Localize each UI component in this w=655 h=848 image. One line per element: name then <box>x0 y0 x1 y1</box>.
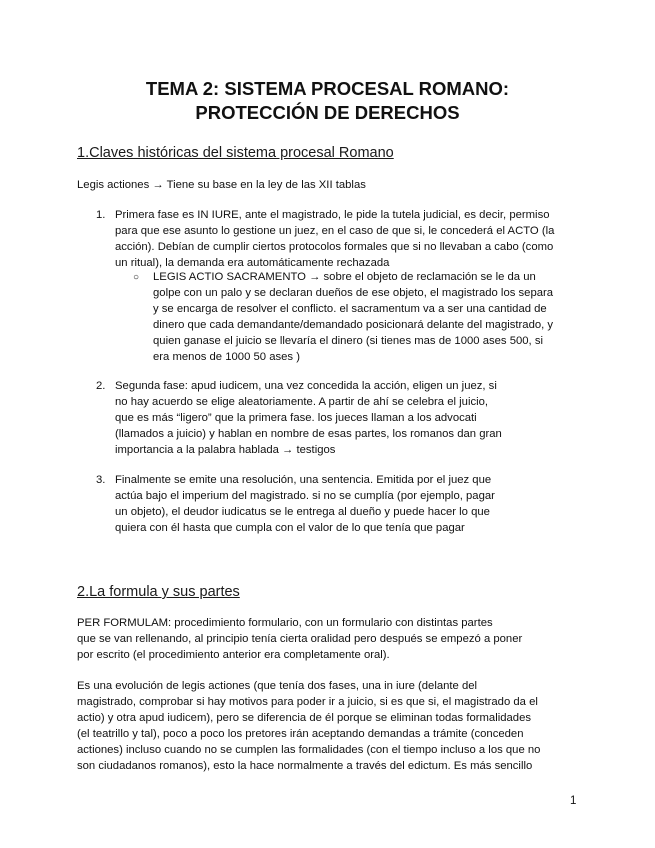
text-line: son ciudadanos romanos), esto la hace normalmente a través del edictum. Es más sencillo <box>77 759 533 772</box>
text-line: actiones) incluso cuando no se cumplen las formalidades (con el tiempo incluso a los que no <box>77 743 541 756</box>
text-line: (llamados a juicio) y hablan en nombre de esas partes, los romanos dan gran <box>115 427 502 440</box>
text-line: LEGIS ACTIO SACRAMENTO → sobre el objeto de reclamación se le da un <box>153 271 536 283</box>
text-line: importancia a la palabra hablada → testigos <box>115 443 336 456</box>
text-line: quiera con él hasta que cumpla con el valor de lo que tenía que pagar <box>115 521 465 534</box>
circle-bullet-icon: ○ <box>133 272 140 283</box>
text-line: golpe con un palo y se declaran dueños de ese objeto, el magistrado los separa <box>153 286 554 299</box>
text-line: dinero que cada demandante/demandado posicionará delante del magistrado, y <box>153 318 554 331</box>
list-number: 2. <box>96 380 106 392</box>
text-line: que se van rellenando, al principio tenía cierta oralidad pero después se empezó a poner <box>77 632 523 645</box>
document-title <box>0 77 655 125</box>
text-line: Segunda fase: apud iudicem, una vez concedida la acción, eligen un juez, si <box>115 380 497 392</box>
list-item-3 <box>96 473 576 537</box>
title-line-1: TEMA 2: SISTEMA PROCESAL ROMANO: <box>145 78 510 99</box>
text-line: era menos de 1000 50 ases ) <box>153 350 300 363</box>
list-item-1 <box>96 208 576 272</box>
text-line: por escrito (el procedimiento anterior era completamente oral). <box>77 648 390 661</box>
section-1-heading: 1.Claves históricas del sistema procesal Romano <box>77 145 394 161</box>
section-1-intro <box>77 178 577 194</box>
list-item-2 <box>96 379 576 459</box>
text-line: (el teatrillo y tal), poco a poco los pretores irán aceptando demandas a trámite (conceden <box>77 727 524 740</box>
text-line: actio) y otra apud iudicem), pero se diferencia de él porque se eliminan todas formalidades <box>77 711 532 724</box>
list-number: 3. <box>96 474 106 486</box>
sub-list-item <box>133 270 573 365</box>
section-2-heading: 2.La formula y sus partes <box>77 584 240 600</box>
text-line: que es más “ligero” que la primera fase. los jueces llaman a los advocati <box>115 411 477 424</box>
text-line: y se encarga de resolver el conflicto. el sacramentum va a ser una cantidad de <box>153 302 547 315</box>
section-2-paragraph-2 <box>77 679 577 774</box>
text-line: para que ese asunto lo gestione un juez, en el caso de que si, le concederá el ACTO (la <box>115 224 555 237</box>
page-number: 1 <box>570 795 577 807</box>
text-line: quien ganase el juicio se llevaría el dinero (si tienes mas de 1000 ases 500, si <box>153 334 543 347</box>
title-line-2: PROTECCIÓN DE DERECHOS <box>195 102 460 123</box>
intro-line: Legis actiones → Tiene su base en la ley de las XII tablas <box>77 179 366 191</box>
text-line: acción). Debían de cumplir ciertos protocolos formales que si no llevaban a cabo (como <box>115 240 554 253</box>
list-number: 1. <box>96 209 106 221</box>
section-2-paragraph-1 <box>77 616 577 664</box>
text-line: actúa bajo el imperium del magistrado. si no se cumplía (por ejemplo, pagar <box>115 489 495 502</box>
text-line: Finalmente se emite una resolución, una sentencia. Emitida por el juez que <box>115 474 492 486</box>
text-line: magistrado, comprobar si hay motivos para poder ir a juicio, si es que si, el magistrado da el <box>77 695 538 708</box>
text-line: un ritual), la demanda era automáticamente rechazada <box>115 256 390 269</box>
text-line: PER FORMULAM: procedimiento formulario, con un formulario con distintas partes <box>77 617 493 629</box>
text-line: un objeto), el deudor iudicatus se le entrega al dueño y puede hacer lo que <box>115 505 490 518</box>
text-line: Es una evolución de legis actiones (que tenía dos fases, una in iure (delante del <box>77 680 478 692</box>
text-line: no hay acuerdo se elige aleatoriamente. A partir de ahí se celebra el juicio, <box>115 395 489 408</box>
text-line: Primera fase es IN IURE, ante el magistrado, le pide la tutela judicial, es decir, permiso <box>115 209 550 221</box>
